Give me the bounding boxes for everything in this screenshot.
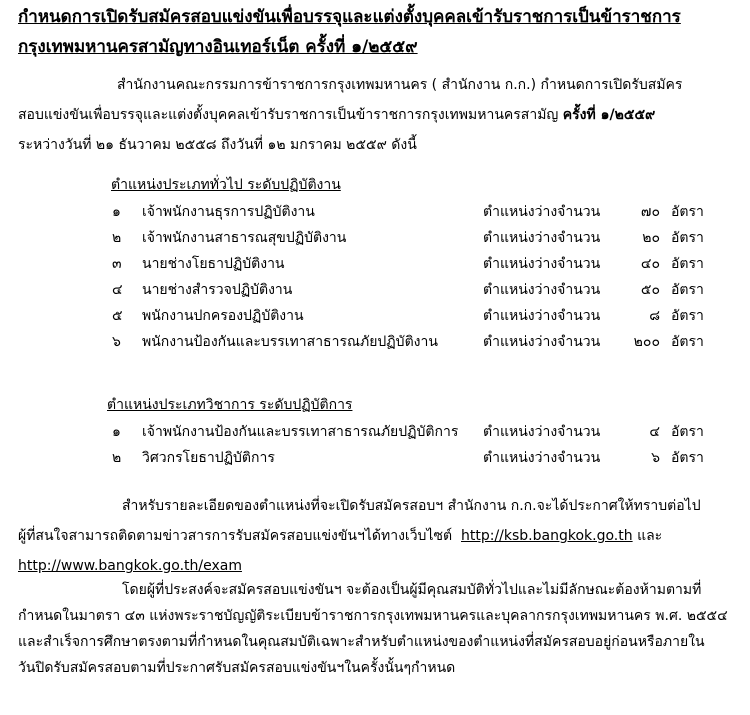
position-number: ๔ (112, 282, 123, 298)
title-line-2: กรุงเทพมหานครสามัญทางอินเทอร์เน็ต ครั้งที่ ๑/๒๕๕๙ (18, 37, 418, 57)
qualifications-line-4: วันปิดรับสมัครสอบตามที่ประกาศรับสมัครสอบแข่งขันฯในครั้งนั้นๆกำหนด (18, 660, 456, 676)
general-position-row (0, 227, 750, 249)
general-position-row (0, 253, 750, 275)
position-name: วิศวกรโยธาปฏิบัติการ (142, 450, 275, 466)
general-position-row (0, 201, 750, 223)
intro-line-2-text: สอบแข่งขันเพื่อบรรจุและแต่งตั้งบุคคลเข้ารับราชการเป็นข้าราชการกรุงเทพมหานครสามัญ (18, 107, 563, 123)
vacancy-count: ๕๐ (640, 282, 660, 298)
vacancy-label: ตำแหน่งว่างจำนวน (483, 334, 601, 350)
position-name: นายช่างสำรวจปฏิบัติงาน (142, 282, 293, 298)
intro-line-3: ระหว่างวันที่ ๒๑ ธันวาคม ๒๕๕๘ ถึงวันที่ ๑๒ มกราคม ๒๕๕๙ ดังนี้ (18, 137, 417, 153)
position-number: ๒ (112, 450, 122, 466)
position-name: เจ้าพนักงานธุรการปฏิบัติงาน (142, 204, 315, 220)
position-name: เจ้าพนักงานสาธารณสุขปฏิบัติงาน (142, 230, 347, 246)
vacancy-label: ตำแหน่งว่างจำนวน (483, 230, 601, 246)
academic-position-row (0, 421, 750, 443)
intro-line-2 (18, 105, 655, 125)
vacancy-unit: อัตรา (671, 256, 704, 272)
intro-line-1: สำนักงานคณะกรรมการข้าราชการกรุงเทพมหานคร ( สำนักงาน ก.ก.) กำหนดการเปิดรับสมัคร (117, 77, 683, 93)
vacancy-count: ๒๐๐ (633, 334, 660, 350)
qualifications-line-2: กำหนดในมาตรา ๔๓ แห่งพระราชบัญญัติระเบียบข้าราชการกรุงเทพมหานครและบุคลากรกรุงเทพมหานคร พ.ศ. ๒๕๕๔ (18, 608, 728, 624)
position-name: นายช่างโยธาปฏิบัติงาน (142, 256, 285, 272)
position-number: ๑ (112, 424, 121, 440)
vacancy-count: ๒๐ (642, 230, 660, 246)
vacancy-unit: อัตรา (671, 424, 704, 440)
vacancy-unit: อัตรา (671, 334, 704, 350)
position-number: ๑ (112, 204, 121, 220)
position-number: ๒ (112, 230, 122, 246)
vacancy-count: ๘ (649, 308, 660, 324)
general-position-row (0, 279, 750, 301)
vacancy-label: ตำแหน่งว่างจำนวน (483, 450, 601, 466)
vacancy-label: ตำแหน่งว่างจำนวน (483, 308, 601, 324)
position-number: ๓ (112, 256, 122, 272)
details-line-3 (18, 556, 242, 576)
vacancy-unit: อัตรา (671, 282, 704, 298)
position-number: ๖ (112, 334, 121, 350)
vacancy-label: ตำแหน่งว่างจำนวน (483, 282, 601, 298)
vacancy-unit: อัตรา (671, 230, 704, 246)
position-name: พนักงานปกครองปฏิบัติงาน (142, 308, 304, 324)
vacancy-label: ตำแหน่งว่างจำนวน (483, 424, 601, 440)
vacancy-unit: อัตรา (671, 450, 704, 466)
details-line-1: สำหรับรายละเอียดของตำแหน่งที่จะเปิดรับสมัครสอบฯ สำนักงาน ก.ก.จะได้ประกาศให้ทราบต่อไป (122, 498, 701, 514)
vacancy-count: ๖ (651, 450, 660, 466)
general-position-row (0, 305, 750, 327)
vacancy-unit: อัตรา (671, 204, 704, 220)
intro-round-number: ครั้งที่ ๑/๒๕๕๙ (562, 107, 656, 123)
qualifications-line-1: โดยผู้ที่ประสงค์จะสมัครสอบแข่งขันฯ จะต้องเป็นผู้มีคุณสมบัติทั่วไปและไม่มีลักษณะต้องห้ามตามที่ (122, 582, 702, 598)
bangkok-exam-link[interactable]: http://www.bangkok.go.th/exam (18, 558, 242, 574)
vacancy-label: ตำแหน่งว่างจำนวน (483, 204, 601, 220)
academic-section-heading: ตำแหน่งประเภทวิชาการ ระดับปฏิบัติการ (107, 397, 353, 413)
general-position-row (0, 331, 750, 353)
title-line-1: กำหนดการเปิดรับสมัครสอบแข่งขันเพื่อบรรจุและแต่งตั้งบุคคลเข้ารับราชการเป็นข้าราชการ (18, 7, 681, 27)
details-and-text: และ (637, 528, 663, 544)
position-name: พนักงานป้องกันและบรรเทาสาธารณภัยปฏิบัติงาน (142, 334, 438, 350)
vacancy-count: ๔ (649, 424, 660, 440)
academic-position-row (0, 447, 750, 469)
vacancy-count: ๔๐ (640, 256, 660, 272)
position-number: ๕ (112, 308, 123, 324)
ksb-website-link[interactable]: http://ksb.bangkok.go.th (461, 528, 633, 544)
vacancy-unit: อัตรา (671, 308, 704, 324)
general-section-heading: ตำแหน่งประเภททั่วไป ระดับปฏิบัติงาน (111, 177, 341, 193)
position-name: เจ้าพนักงานป้องกันและบรรเทาสาธารณภัยปฏิบัติการ (142, 424, 459, 440)
details-line-2 (18, 526, 662, 546)
qualifications-line-3: และสำเร็จการศึกษาตรงตามที่กำหนดในคุณสมบัติเฉพาะสำหรับตำแหน่งของตำแหน่งที่สมัครสอบอยู่ก่อนหรือภายใน (18, 634, 705, 650)
details-line-2-text: ผู้ที่สนใจสามารถติดตามข่าวสารการรับสมัครสอบแข่งขันฯได้ทางเว็บไซต์ (18, 528, 453, 544)
vacancy-label: ตำแหน่งว่างจำนวน (483, 256, 601, 272)
vacancy-count: ๗๐ (640, 204, 660, 220)
